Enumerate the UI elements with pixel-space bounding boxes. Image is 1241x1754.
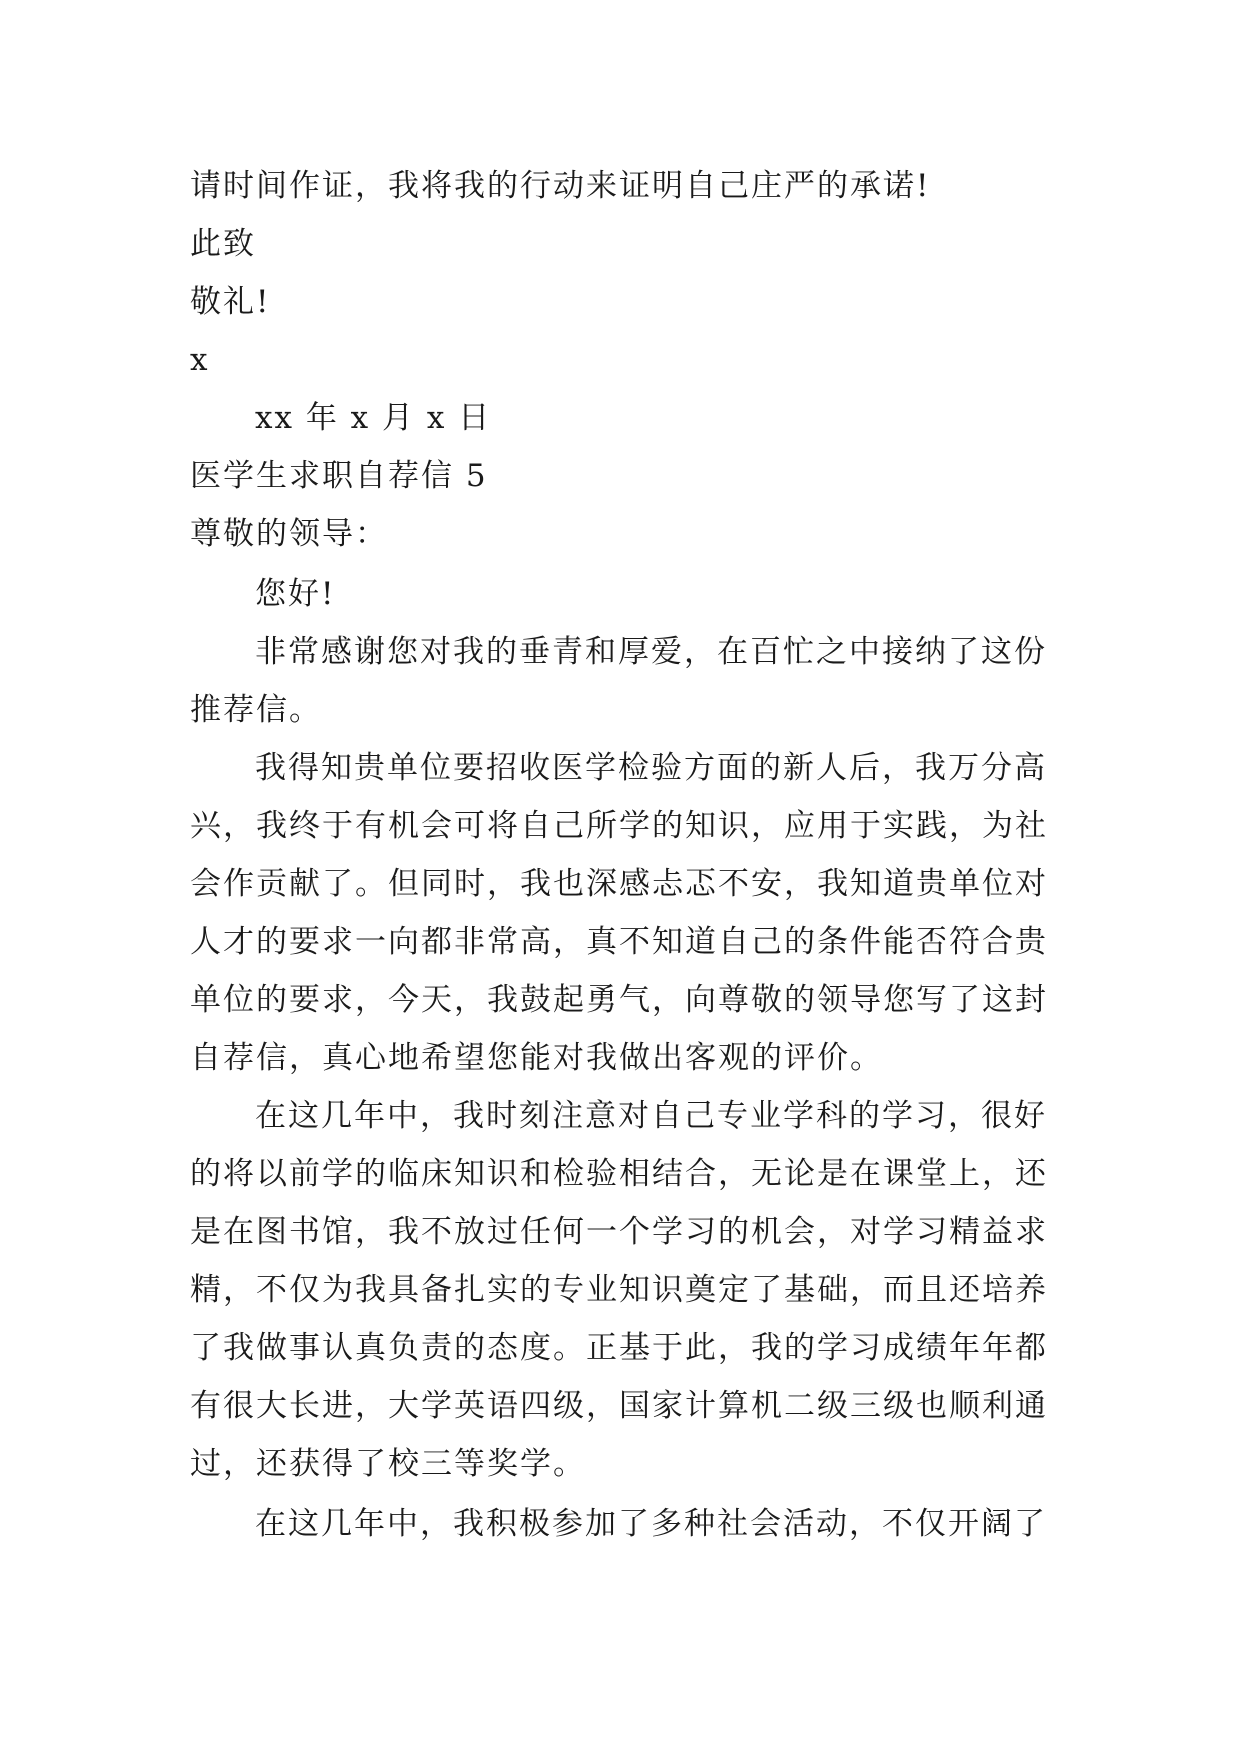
paragraph-line: 单位的要求，今天，我鼓起勇气，向尊敬的领导您写了这封 [190, 982, 1048, 1018]
signature: x [190, 342, 210, 378]
paragraph-line: 非常感谢您对我的垂青和厚爱，在百忙之中接纳了这份 [255, 634, 1047, 670]
paragraph-line: 有很大长进，大学英语四级，国家计算机二级三级也顺利通 [190, 1388, 1048, 1424]
paragraph-line: 自荐信，真心地希望您能对我做出客观的评价。 [190, 1040, 883, 1076]
paragraph-line: 是在图书馆，我不放过任何一个学习的机会，对学习精益求 [190, 1214, 1048, 1250]
greeting: 尊敬的领导： [190, 516, 388, 552]
salutation-ci-zhi: 此致 [190, 226, 256, 262]
paragraph-line: 人才的要求一向都非常高，真不知道自己的条件能否符合贵 [190, 924, 1048, 960]
paragraph-line: 精，不仅为我具备扎实的专业知识奠定了基础，而且还培养 [190, 1272, 1048, 1308]
paragraph-line: 了我做事认真负责的态度。正基于此，我的学习成绩年年都 [190, 1330, 1048, 1366]
letter-date: xx 年 x 月 x 日 [255, 400, 492, 436]
paragraph-line: 兴，我终于有机会可将自己所学的知识，应用于实践，为社 [190, 808, 1048, 844]
paragraph-line: 过，还获得了校三等奖学。 [190, 1446, 586, 1482]
paragraph-line: 会作贡献了。但同时，我也深感忐忑不安，我知道贵单位对 [190, 866, 1048, 902]
salutation-jing-li: 敬礼! [190, 284, 271, 320]
letter-title: 医学生求职自荐信 5 [190, 458, 488, 494]
paragraph-line: 我得知贵单位要招收医学检验方面的新人后，我万分高 [255, 750, 1047, 786]
paragraph-line: 在这几年中，我时刻注意对自己专业学科的学习，很好 [255, 1098, 1047, 1134]
closing-line: 请时间作证，我将我的行动来证明自己庄严的承诺! [190, 168, 931, 204]
paragraph-line: 推荐信。 [190, 692, 322, 728]
paragraph-line: 在这几年中，我积极参加了多种社会活动，不仅开阔了 [255, 1506, 1047, 1542]
paragraph-line: 的将以前学的临床知识和检验相结合，无论是在课堂上，还 [190, 1156, 1048, 1192]
hello-line: 您好! [255, 576, 336, 612]
